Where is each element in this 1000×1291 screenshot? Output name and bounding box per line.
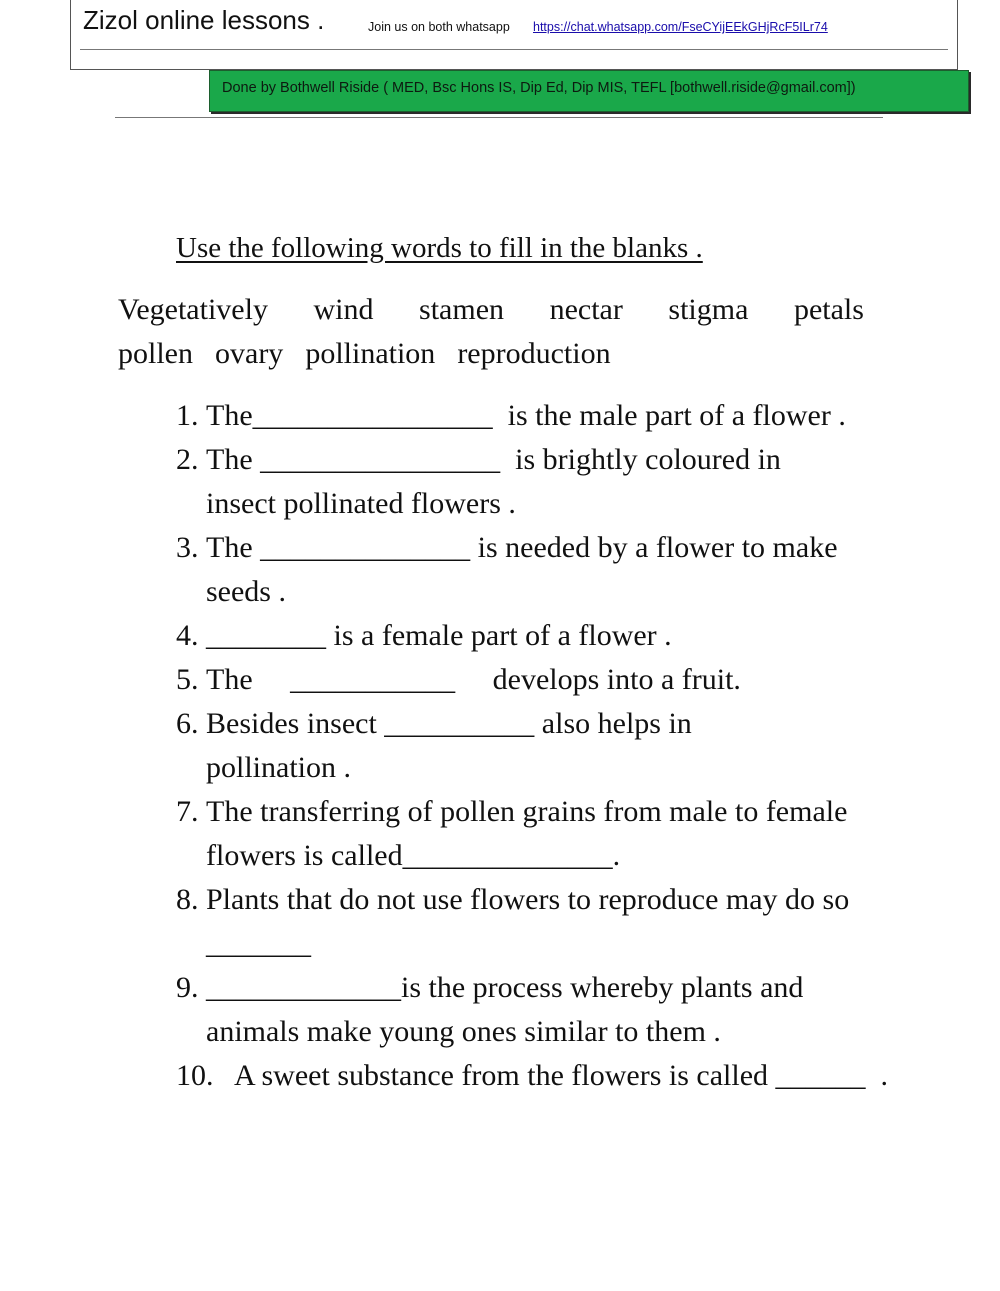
question-number: 1. [176, 399, 199, 432]
question-text: The transferring of pollen grains from male to female flowers is called______________. [206, 795, 855, 872]
word-bank-row-2 [118, 337, 864, 371]
header-rule [80, 49, 948, 50]
credit-text: Done by Bothwell Riside ( MED, Bsc Hons IS, Dip Ed, Dip MIS, TEFL [bothwell.riside@gmail.com]) [222, 80, 856, 96]
question-number: 6. [176, 707, 199, 740]
question-item [176, 790, 896, 878]
question-number: 5. [176, 663, 199, 696]
question-item [176, 526, 896, 614]
join-text: Join us on both whatsapp [368, 20, 510, 34]
question-item [176, 614, 896, 658]
word-bank-word: stamen [419, 293, 505, 326]
question-text: The________________ is the male part of a flower . [206, 399, 846, 432]
question-number: 2. [176, 443, 199, 476]
word-bank-word: pollination [305, 337, 436, 370]
whatsapp-link[interactable]: https://chat.whatsapp.com/FseCYijEEkGHjRcF5ILr74 [533, 20, 828, 34]
question-number: 8. [176, 883, 199, 916]
question-text: Plants that do not use flowers to reproduce may do so _______ [206, 883, 865, 960]
question-item [176, 1054, 896, 1098]
question-text: Besides insect __________ also helps in pollination . [206, 707, 700, 784]
word-bank-word: reproduction [457, 337, 611, 370]
word-bank-word: ovary [215, 337, 284, 370]
question-text: The ________________ is brightly coloured in insect pollinated flowers . [206, 443, 789, 520]
question-text: _____________is the process whereby plants and animals make young ones similar to them . [206, 971, 811, 1048]
word-bank-word: wind [313, 293, 374, 326]
credit-bar [209, 70, 969, 112]
word-bank-word: petals [793, 293, 864, 326]
question-item [176, 878, 896, 966]
site-title: Zizol online lessons . [83, 5, 325, 35]
question-number: 10. [176, 1059, 214, 1092]
question-item [176, 702, 896, 790]
question-text: ________ is a female part of a flower . [206, 619, 672, 652]
question-text: The ___________ develops into a fruit. [206, 663, 741, 696]
instruction-heading: Use the following words to fill in the blanks . [176, 232, 703, 264]
question-number: 9. [176, 971, 199, 1004]
question-item [176, 394, 896, 438]
question-list [176, 394, 896, 1098]
question-number: 4. [176, 619, 199, 652]
word-bank-row-1 [118, 293, 864, 327]
word-bank-word: pollen [118, 337, 193, 370]
word-bank-word: nectar [549, 293, 623, 326]
question-number: 3. [176, 531, 199, 564]
word-bank-word: Vegetatively [118, 293, 268, 326]
question-item [176, 658, 896, 702]
word-bank-word: stigma [668, 293, 749, 326]
question-text: A sweet substance from the flowers is called ______ . [234, 1059, 889, 1092]
question-text: The ______________ is needed by a flower to make seeds . [206, 531, 846, 608]
question-item [176, 438, 896, 526]
question-item [176, 966, 896, 1054]
divider [115, 117, 883, 118]
question-number: 7. [176, 795, 199, 828]
